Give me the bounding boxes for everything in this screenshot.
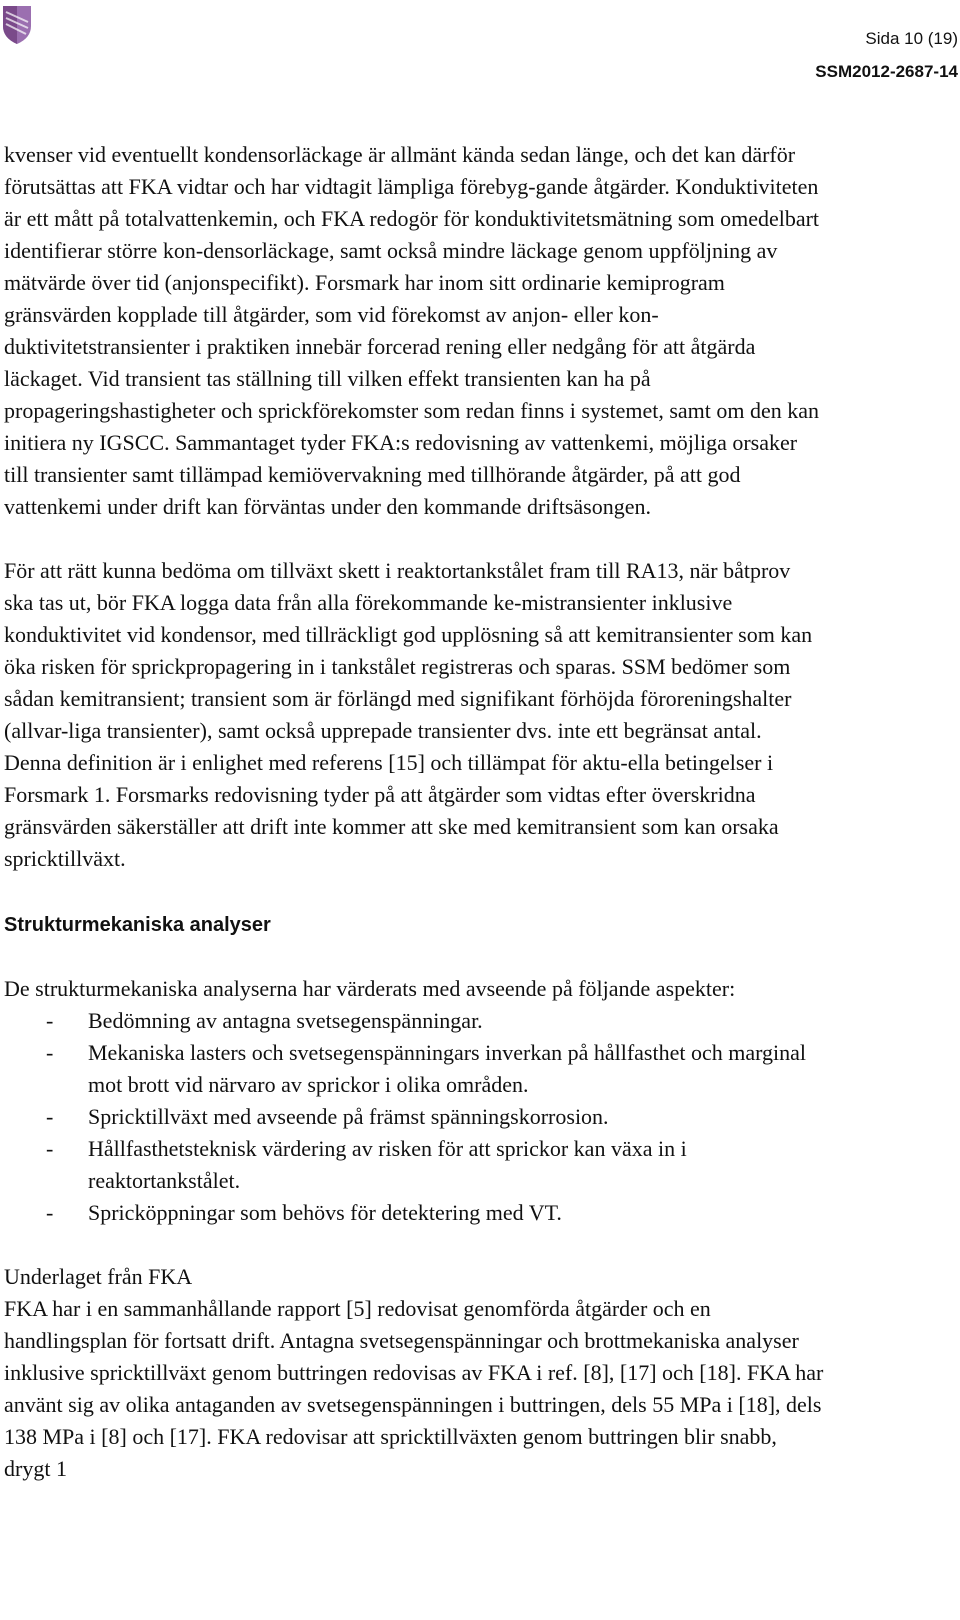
list-item-text: Mekaniska lasters och svetsegenspänningars inverkan på hållfasthet och marginal mot brott vid närvaro av sprickor i olika områden. bbox=[88, 1040, 807, 1097]
paragraph-water-chemistry: kvenser vid eventuellt kondensorläckage är allmänt kända sedan länge, och det kan därför förutsättas att FKA vidtar och har vidtagit lämpliga förebyg-gande åtgärder. Konduktiviteten är ett mått på totalvattenkemin, och FKA redogör för konduktivitetsmätning som omedelbart identifierar större kon-densorläckage, samt också mindre läckage genom uppföljning av mätvärde över tid (anjonspecifikt). Forsmark har inom sitt ordinarie kemiprogram gränsvärden kopplade till åtgärder, som vid förekomst av anjon- eller kon-duktivitetstransienter i praktiken innebär forcerad rening eller nedgång för att åtgärda läckaget. Vid transient tas ställning till vilken effekt transienten kan ha på propageringshastigheter och sprickförekomster som redan finns i systemet, samt om den kan initiera ny IGSCC. Sammantaget tyder FKA:s redovisning av vattenkemi, möjliga orsaker till transienter samt tillämpad kemiövervakning med tillhörande åtgärder, på att god vattenkemi under drift kan förväntas under den kommande driftsäsongen. bbox=[4, 142, 820, 519]
list-item-text: Bedömning av antagna svetsegenspänningar. bbox=[88, 1008, 483, 1033]
list-item bbox=[4, 1037, 824, 1101]
document-body bbox=[4, 139, 824, 1485]
section-heading: Strukturmekaniska analyser bbox=[4, 914, 271, 936]
page-number: Sida 10 (19) bbox=[865, 29, 958, 48]
list-item-text: Hållfasthetsteknisk värdering av risken för att sprickor kan växa in i reaktortankstålet. bbox=[88, 1136, 687, 1193]
list-item bbox=[4, 1133, 824, 1197]
paragraph-aspects-intro: De strukturmekaniska analyserna har värderats med avseende på följande aspekter: bbox=[4, 976, 736, 1001]
list-dash: - bbox=[46, 1008, 54, 1033]
list-item-text: Spricktillväxt med avseende på främst spänningskorrosion. bbox=[88, 1104, 609, 1129]
subheading-underlag: Underlaget från FKA bbox=[4, 1264, 193, 1289]
aspects-list bbox=[4, 1005, 824, 1229]
list-item bbox=[4, 1005, 824, 1037]
list-dash: - bbox=[46, 1040, 54, 1065]
list-item bbox=[4, 1197, 824, 1229]
list-dash: - bbox=[46, 1200, 54, 1225]
paragraph-chemistry-transients: För att rätt kunna bedöma om tillväxt skett i reaktortankstålet fram till RA13, när båtprov ska tas ut, bör FKA logga data från alla förekommande ke-mistransienter inklusive konduktivitet vid kondensor, med tillräckligt god upplösning så att kemitransienter som kan öka risken för sprickpropagering in i tankstålet registreras och sparas. SSM bedömer som sådan kemitransient; transient som är förlängd med signifikant förhöjda föroreningshalter (allvar-liga transienter), samt också upprepade transienter dvs. inte ett begränsat antal. Denna definition är i enlighet med referens [15] och tillämpat för aktu-ella betingelser i Forsmark 1. Forsmarks redovisning tyder på att åtgärder som vidtas efter överskridna gränsvärden säkerställer att drift inte kommer att ske med kemitransient som kan orsaka spricktillväxt. bbox=[4, 558, 813, 871]
list-item bbox=[4, 1101, 824, 1133]
page-header bbox=[815, 22, 960, 88]
list-item-text: Spricköppningar som behövs för detektering med VT. bbox=[88, 1200, 562, 1225]
list-dash: - bbox=[46, 1136, 54, 1161]
paragraph-fka-report: FKA har i en sammanhållande rapport [5] redovisat genomförda åtgärder och en handlingsplan för fortsatt drift. Antagna svetsegenspänningar och brottmekaniska analyser inklusive spricktillväxt genom buttringen redovisas av FKA i ref. [8], [17] och [18]. FKA har använt sig av olika antaganden av svetsegenspänningen i buttringen, dels 55 MPa i [18], dels 138 MPa i [8] och [17]. FKA redovisar att spricktillväxten genom buttringen blir snabb, drygt 1 bbox=[4, 1296, 824, 1481]
document-id: SSM2012-2687-14 bbox=[815, 62, 958, 81]
list-dash: - bbox=[46, 1104, 54, 1129]
ssm-logo-icon bbox=[0, 2, 34, 46]
